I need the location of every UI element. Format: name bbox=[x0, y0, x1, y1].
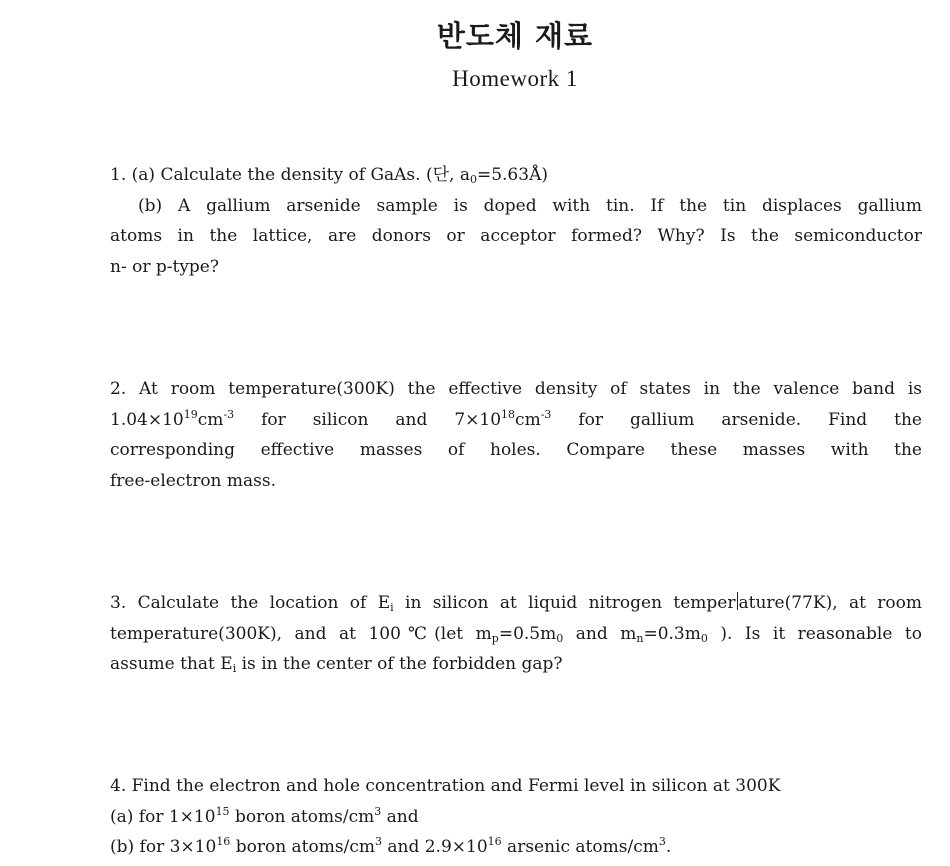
problem-1 bbox=[110, 160, 922, 282]
text-run: temperature(300K), and at 100℃(let m bbox=[110, 623, 492, 644]
subscript: n bbox=[636, 631, 644, 645]
problem-1-a-tail: =5.63Å) bbox=[476, 165, 548, 185]
text-run: and m bbox=[575, 623, 637, 644]
superscript: 3 bbox=[374, 835, 382, 849]
document-title: 반도체 재료 bbox=[436, 19, 594, 53]
subscript: i bbox=[390, 601, 394, 614]
text-run: (b) for 3×10 bbox=[110, 837, 217, 858]
subscript: 0 bbox=[469, 173, 477, 186]
superscript: 16 bbox=[216, 835, 231, 849]
problem-4-part-a bbox=[110, 802, 922, 833]
superscript: -3 bbox=[540, 407, 552, 421]
problem-1-a-label: (a) bbox=[131, 165, 156, 185]
problem-2-line-3: corresponding effective masses of holes. Compare these masses with the bbox=[110, 440, 922, 461]
text-run: . bbox=[665, 837, 672, 858]
problem-4 bbox=[110, 771, 922, 863]
text-run: for gallium arsenide. Find the bbox=[578, 409, 922, 430]
text-run: is in the center of the forbidden gap? bbox=[236, 654, 563, 675]
text-run: boron atoms/cm bbox=[230, 837, 375, 858]
problem-1-a-text: Calculate the density of GaAs. (단, a bbox=[160, 165, 470, 185]
problem-1-part-a bbox=[110, 160, 922, 191]
text-run: (a) for 1×10 bbox=[110, 806, 216, 827]
problem-1-part-b-line-1: (b) A gallium arsenide sample is doped with tin. If the tin displaces gallium bbox=[138, 195, 922, 216]
superscript: 3 bbox=[658, 835, 666, 849]
text-run: 3. Calculate the location of E bbox=[110, 593, 391, 613]
text-cursor bbox=[737, 592, 738, 610]
text-run: for silicon and 7×10 bbox=[261, 409, 502, 430]
problem-2-line-2 bbox=[110, 405, 922, 436]
document-subtitle: Homework 1 bbox=[452, 66, 578, 91]
superscript: 19 bbox=[183, 407, 198, 421]
problem-3-line-3 bbox=[110, 649, 922, 680]
subscript: p bbox=[491, 631, 499, 645]
problem-2 bbox=[110, 374, 922, 496]
text-run: in silicon at liquid nitrogen temper bbox=[393, 593, 736, 613]
problem-4-part-b bbox=[110, 832, 922, 863]
subscript: 0 bbox=[556, 631, 564, 645]
superscript: -3 bbox=[223, 407, 235, 421]
superscript: 18 bbox=[501, 407, 516, 421]
problem-3-line-1 bbox=[110, 588, 922, 619]
text-run: cm bbox=[197, 409, 224, 430]
text-run: =0.3m bbox=[643, 623, 701, 644]
text-run: 1.04×10 bbox=[110, 409, 184, 430]
problem-2-line-4: free-electron mass. bbox=[110, 470, 277, 491]
superscript: 16 bbox=[487, 835, 502, 849]
superscript: 3 bbox=[374, 804, 382, 818]
text-run: cm bbox=[515, 409, 541, 430]
text-run: ature(77K), at room bbox=[738, 593, 923, 613]
text-run: ). Is it reasonable to bbox=[720, 623, 922, 644]
problem-4-line-1: 4. Find the electron and hole concentration and Fermi level in silicon at 300K bbox=[110, 776, 781, 796]
subscript: 0 bbox=[700, 631, 708, 645]
text-run: arsenic atoms/cm bbox=[501, 837, 659, 858]
superscript: 15 bbox=[215, 804, 230, 818]
text-run: assume that E bbox=[110, 654, 233, 675]
problem-1-part-b-line-2: atoms in the lattice, are donors or acceptor formed? Why? Is the semiconductor bbox=[110, 226, 922, 247]
text-run: and 2.9×10 bbox=[381, 837, 488, 858]
problem-1-part-b-line-3: n- or p-type? bbox=[110, 256, 219, 277]
text-run: =0.5m bbox=[498, 623, 557, 644]
problem-3 bbox=[110, 588, 922, 680]
text-run: boron atoms/cm bbox=[229, 806, 375, 827]
problem-2-line-1: 2. At room temperature(300K) the effective density of states in the valence band is bbox=[110, 379, 922, 399]
problem-1-number: 1. bbox=[110, 165, 127, 185]
subscript: i bbox=[232, 662, 237, 676]
text-run: and bbox=[381, 806, 419, 827]
problem-3-line-2 bbox=[110, 619, 922, 650]
